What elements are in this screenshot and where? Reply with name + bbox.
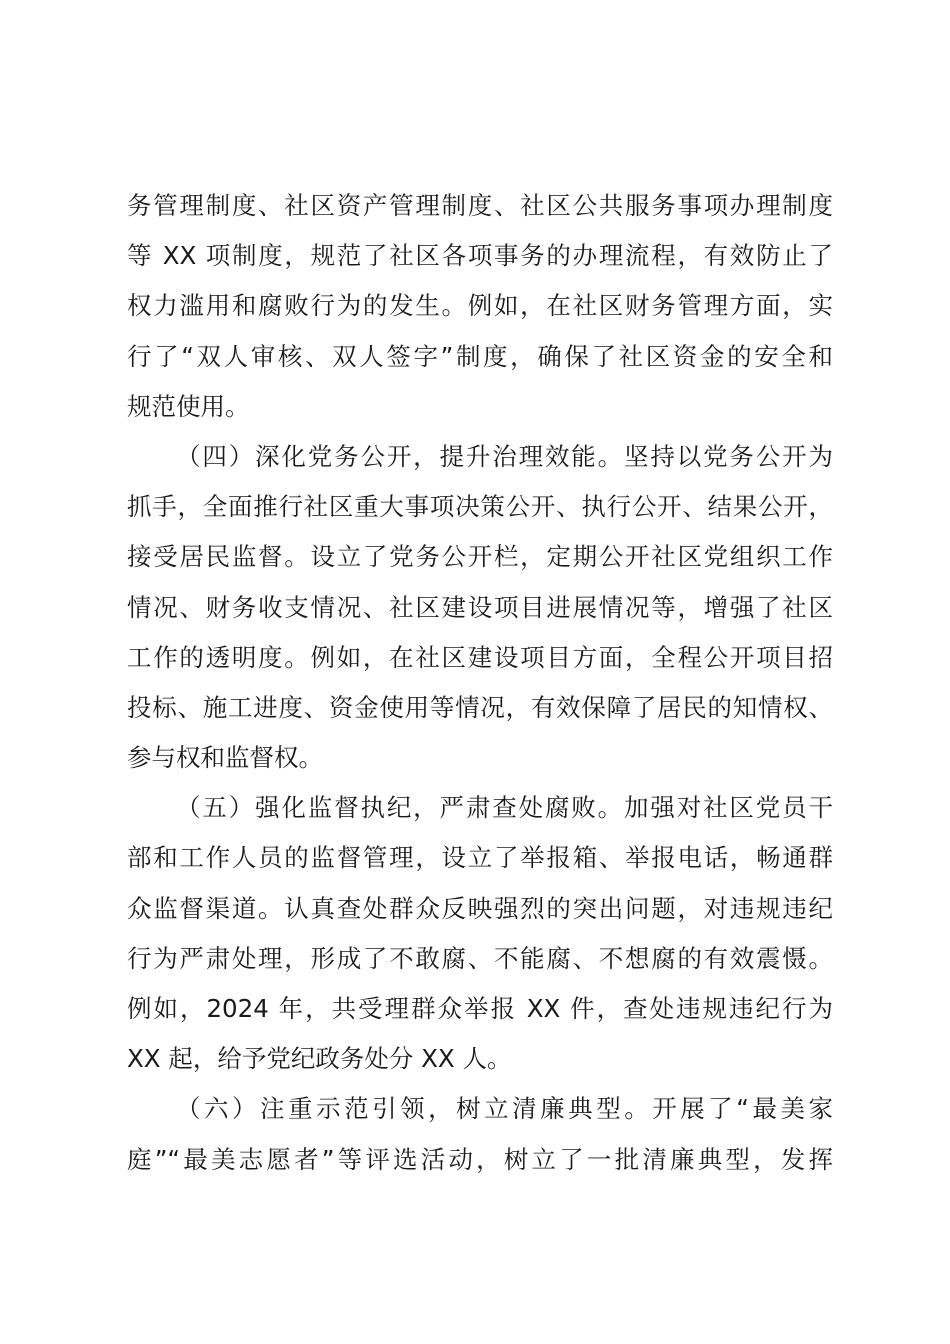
paragraph-line: 庭”“最美志愿者”等评选活动，树立了一批清廉典型，发挥 (127, 1144, 833, 1174)
paragraph-line: 规范使用。 (127, 391, 250, 421)
paragraph-line: 部和工作人员的监督管理，设立了举报箱、举报电话，畅通群 (127, 843, 833, 873)
paragraph-line: 权力滥用和腐败行为的发生。例如，在社区财务管理方面，实 (127, 291, 833, 321)
paragraph-line: 等 XX 项制度，规范了社区各项事务的办理流程，有效防止了 (127, 241, 833, 271)
section-heading-line: （六）注重示范引领，树立清廉典型。开展了“最美家 (176, 1094, 833, 1124)
paragraph-line: 行为严肃处理，形成了不敢腐、不能腐、不想腐的有效震慑。 (127, 943, 833, 973)
paragraph-line: 工作的透明度。例如，在社区建设项目方面，全程公开项目招 (127, 642, 833, 672)
paragraph-line: XX 起，给予党纪政务处分 XX 人。 (127, 1044, 512, 1074)
section-heading-line: （五）强化监督执纪，严肃查处腐败。加强对社区党员干 (176, 793, 833, 823)
paragraph-line: 众监督渠道。认真查处群众反映强烈的突出问题，对违规违纪 (127, 893, 833, 923)
paragraph-line: 例如，2024 年，共受理群众举报 XX 件，查处违规违纪行为 (127, 994, 833, 1023)
paragraph-line: 行了“双人审核、双人签字”制度，确保了社区资金的安全和 (127, 341, 833, 371)
paragraph-line: 抓手，全面推行社区重大事项决策公开、执行公开、结果公开， (127, 492, 833, 522)
paragraph-line: 情况、财务收支情况、社区建设项目进展情况等，增强了社区 (127, 592, 833, 622)
section-heading-line: （四）深化党务公开，提升治理效能。坚持以党务公开为 (176, 441, 833, 471)
paragraph-line: 务管理制度、社区资产管理制度、社区公共服务事项办理制度 (127, 191, 833, 220)
paragraph-line: 接受居民监督。设立了党务公开栏，定期公开社区党组织工作 (127, 542, 833, 572)
paragraph-line: 参与权和监督权。 (127, 743, 323, 773)
paragraph-line: 投标、施工进度、资金使用等情况，有效保障了居民的知情权、 (127, 692, 833, 722)
document-body (127, 181, 833, 1185)
